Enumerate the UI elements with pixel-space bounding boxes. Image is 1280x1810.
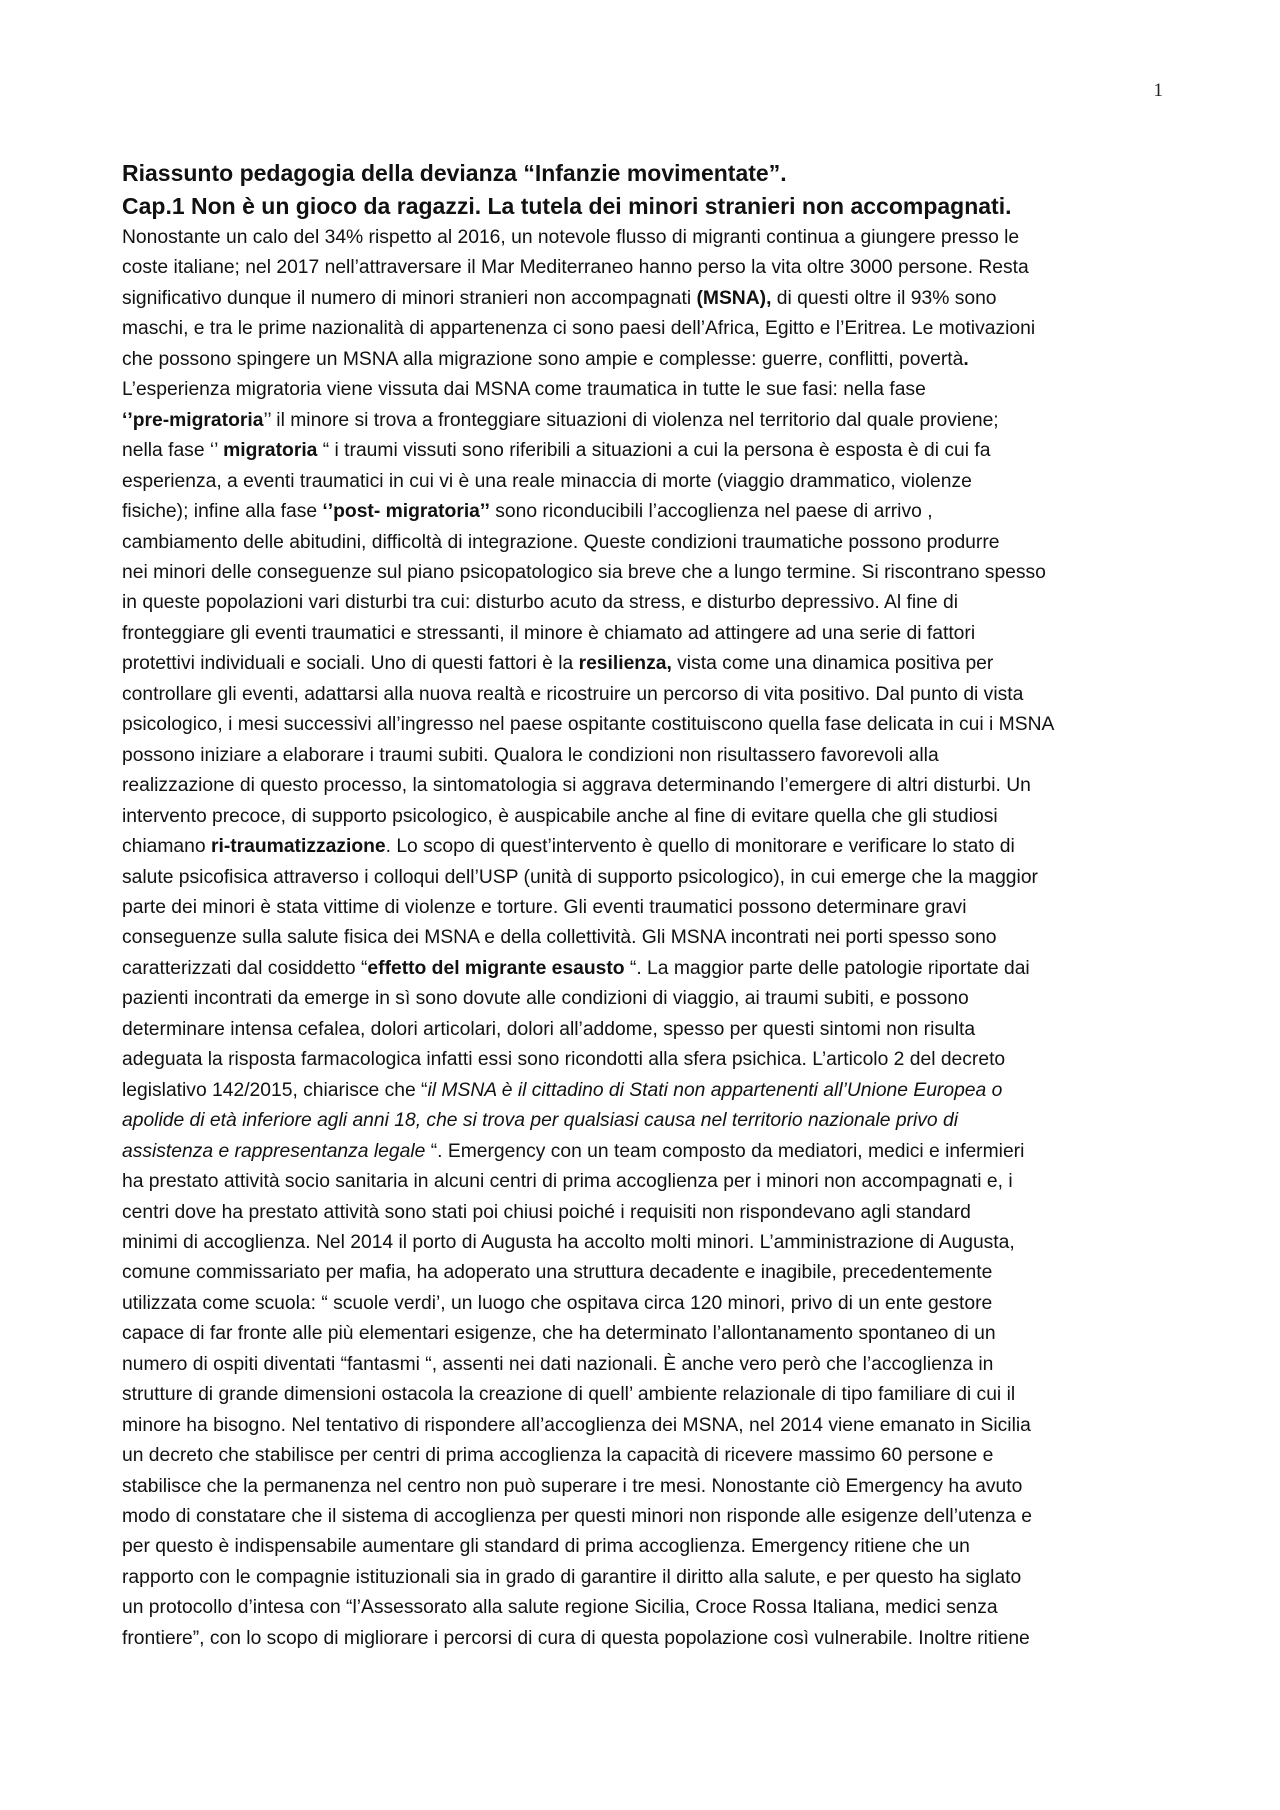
text-line: determinare intensa cefalea, dolori articolari, dolori all’addome, spesso per questi sintomi non risulta	[122, 1018, 976, 1040]
text-line: pazienti incontrati da emerge in sì sono dovute alle condizioni di viaggio, ai traumi subiti, e possono	[122, 988, 969, 1010]
text-line	[122, 406, 1162, 436]
text-line	[122, 1076, 1162, 1106]
text-line: Nonostante un calo del 34% rispetto al 2016, un notevole flusso di migranti continua a giungere presso le	[122, 227, 1020, 248]
text-line: salute psicofisica attraverso i colloqui dell’USP (unità di supporto psicologico), in cui emerge che la maggior	[122, 866, 1038, 888]
text-run: “. La maggior parte delle patologie riportate dai	[624, 957, 1030, 979]
text-line: fronteggiare gli eventi traumatici e stressanti, il minore è chiamato ad attingere ad una serie di fattori	[122, 622, 976, 644]
text-line: in queste popolazioni vari disturbi tra cui: disturbo acuto da stress, e disturbo depressivo. Al fine di	[122, 592, 958, 614]
text-line: per questo è indispensabile aumentare gli standard di prima accoglienza. Emergency ritiene che un	[122, 1536, 970, 1558]
text-run: significativo dunque il numero di minori stranieri non accompagnati	[122, 287, 697, 309]
text-line	[122, 1106, 1162, 1136]
bold-term: .	[963, 348, 969, 370]
text-line: realizzazione di questo processo, la sintomatologia si aggrava determinando l’emergere di altri disturbi. Un	[122, 775, 1031, 797]
text-run: protettivi individuali e sociali. Uno di questi fattori è la	[122, 653, 579, 675]
text-line: centri dove ha prestato attività sono stati poi chiusi poiché i requisiti non rispondevano agli standard	[122, 1201, 971, 1223]
text-line: psicologico, i mesi successivi all’ingresso nel paese ospitante costituiscono quella fase delicata in cui i MSNA	[122, 714, 1055, 736]
text-line: minore ha bisogno. Nel tentativo di rispondere all’accoglienza dei MSNA, nel 2014 viene emanato in Sicilia	[122, 1414, 1031, 1436]
page-number: 1	[1153, 80, 1163, 101]
bold-term: effetto del migrante esausto	[367, 957, 625, 979]
italic-quote: apolide di età inferiore agli anni 18, che si trova per qualsiasi causa nel territorio nazionale privo di	[122, 1110, 959, 1132]
text-line: strutture di grande dimensioni ostacola la creazione di quell’ ambiente relazionale di tipo familiare di cui il	[122, 1384, 1016, 1406]
document-title: Riassunto pedagogia della devianza “Infanzie movimentate”.	[122, 160, 787, 186]
text-line	[122, 954, 1162, 984]
document-content	[122, 157, 1162, 1654]
italic-quote: il MSNA è il cittadino di Stati non appartenenti all’Unione Europea o	[427, 1079, 1003, 1101]
bold-term: ri-traumatizzazione	[210, 836, 386, 858]
text-line: ha prestato attività socio sanitaria in alcuni centri di prima accoglienza per i minori non accompagnati e, i	[122, 1171, 1013, 1193]
text-line: stabilisce che la permanenza nel centro non può superare i tre mesi. Nonostante ciò Emergency ha avuto	[122, 1475, 1023, 1497]
text-line: rapporto con le compagnie istituzionali sia in grado di garantire il diritto alla salute, e per questo ha siglato	[122, 1566, 1022, 1588]
text-run: caratterizzati dal cosiddetto “	[122, 957, 368, 979]
text-line	[122, 649, 1162, 679]
text-run: “. Emergency con un team composto da mediatori, medici e infermieri	[425, 1140, 1025, 1162]
text-run: legislativo 142/2015, chiarisce che “	[122, 1079, 428, 1101]
text-line	[122, 832, 1162, 862]
text-line: cambiamento delle abitudini, difficoltà di integrazione. Queste condizioni traumatiche possono produrre	[122, 531, 1000, 553]
text-line	[122, 436, 1162, 466]
text-line	[122, 345, 1162, 375]
text-line: modo di constatare che il sistema di accoglienza per questi minori non risponde alle esigenze dell’utenza e	[122, 1506, 1032, 1528]
italic-quote: assistenza e rappresentanza legale	[122, 1140, 426, 1162]
text-line: maschi, e tra le prime nazionalità di appartenenza ci sono paesi dell’Africa, Egitto e l’Eritrea. Le motivazioni	[122, 318, 1036, 340]
chapter-heading: Cap.1 Non è un gioco da ragazzi. La tutela dei minori stranieri non accompagnati.	[122, 193, 1012, 219]
text-line: esperienza, a eventi traumatici in cui vi è una reale minaccia di morte (viaggio drammatico, violenze	[122, 470, 972, 492]
bold-term: migratoria	[223, 440, 318, 462]
text-run: sono riconducibili l’accoglienza nel paese di arrivo ,	[489, 501, 933, 523]
text-line: possono iniziare a elaborare i traumi subiti. Qualora le condizioni non risultassero favorevoli alla	[122, 744, 939, 766]
text-run: vista come una dinamica positiva per	[671, 653, 994, 675]
bold-term: (MSNA),	[696, 287, 772, 309]
text-line: coste italiane; nel 2017 nell’attraversare il Mar Mediterraneo hanno perso la vita oltre 3000 persone. Resta	[122, 257, 1029, 279]
text-run: ’’ il minore si trova a fronteggiare situazioni di violenza nel territorio dal quale proviene;	[263, 409, 999, 431]
text-line: conseguenze sulla salute fisica dei MSNA e della collettività. Gli MSNA incontrati nei porti spesso sono	[122, 927, 997, 949]
bold-term: ‘’post- migratoria’’	[322, 501, 490, 523]
text-line: nei minori delle conseguenze sul piano psicopatologico sia breve che a lungo termine. Si riscontrano spesso	[122, 561, 1046, 583]
bold-term: resilienza,	[578, 653, 672, 675]
text-run: che possono spingere un MSNA alla migrazione sono ampie e complesse: guerre, conflitti, povertà	[122, 348, 964, 370]
text-line: adeguata la risposta farmacologica infatti essi sono ricondotti alla sfera psichica. L’articolo 2 del decreto	[122, 1049, 1006, 1071]
text-line	[122, 497, 1162, 527]
text-line: un protocollo d’intesa con “l’Assessorato alla salute regione Sicilia, Croce Rossa Italiana, medici senza	[122, 1597, 998, 1619]
text-line: intervento precoce, di supporto psicologico, è auspicabile anche al fine di evitare quella che gli studiosi	[122, 805, 998, 827]
text-line: capace di far fronte alle più elementari esigenze, che ha determinato l’allontanamento spontaneo di un	[122, 1323, 996, 1345]
text-run: chiamano	[122, 836, 211, 858]
text-line: L’esperienza migratoria viene vissuta dai MSNA come traumatica in tutte le sue fasi: nella fase	[122, 379, 926, 401]
text-line: utilizzata come scuola: “ scuole verdi’, un luogo che ospitava circa 120 minori, privo di un ente gestore	[122, 1292, 993, 1314]
text-line	[122, 284, 1162, 314]
text-line: parte dei minori è stata vittime di violenze e torture. Gli eventi traumatici possono determinare gravi	[122, 896, 967, 918]
body-text	[122, 223, 1162, 1654]
text-run: “ i traumi vissuti sono riferibili a situazioni a cui la persona è esposta è di cui fa	[317, 440, 991, 462]
text-run: fisiche); infine alla fase	[122, 501, 323, 523]
text-run: di questi oltre il 93% sono	[771, 287, 997, 309]
text-line	[122, 1137, 1162, 1167]
text-line: un decreto che stabilisce per centri di prima accoglienza la capacità di ricevere massimo 60 persone e	[122, 1445, 994, 1467]
text-line: frontiere”, con lo scopo di migliorare i percorsi di cura di questa popolazione così vulnerabile. Inoltre ritiene	[122, 1627, 1030, 1649]
text-line: comune commissariato per mafia, ha adoperato una struttura decadente e inagibile, precedentemente	[122, 1262, 993, 1284]
text-run: . Lo scopo di quest’intervento è quello di monitorare e verificare lo stato di	[385, 836, 1015, 858]
text-run: nella fase ‘’	[122, 440, 224, 462]
text-line: controllare gli eventi, adattarsi alla nuova realtà e ricostruire un percorso di vita positivo. Dal punto di vista	[122, 683, 1024, 705]
bold-term: ‘’pre-migratoria	[122, 409, 264, 431]
text-line: minimi di accoglienza. Nel 2014 il porto di Augusta ha accolto molti minori. L’amministrazione di Augusta,	[122, 1231, 1015, 1253]
text-line: numero di ospiti diventati “fantasmi “, assenti nei dati nazionali. È anche vero però che l’accoglienza in	[122, 1353, 994, 1375]
